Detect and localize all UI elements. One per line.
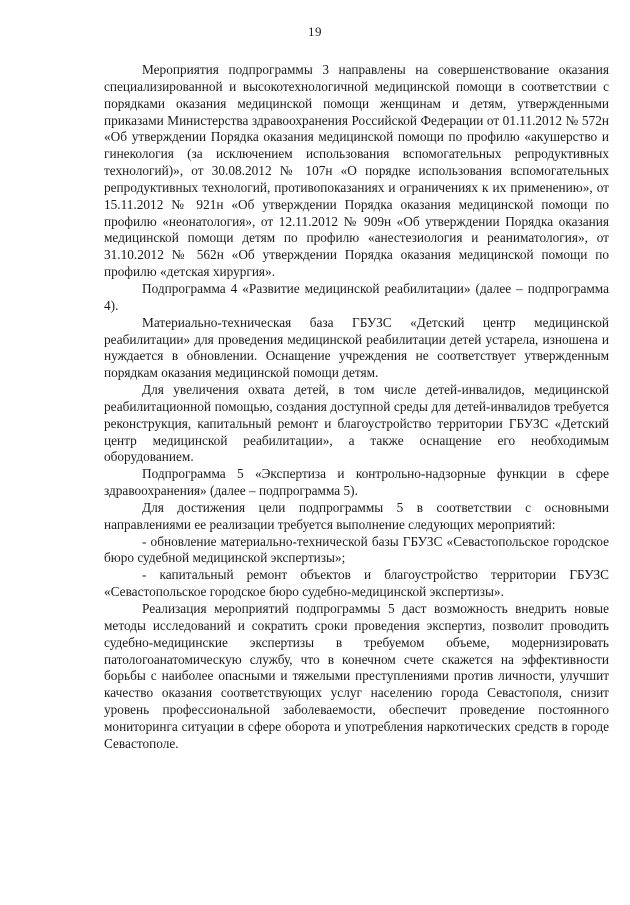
paragraph-rehab-center-base: Материально-техническая база ГБУЗС «Детский центр медицинской реабилитации» для проведения медицинской реабилитации детей устарела, изношена и нуждается в обновлении. Оснащение учреждения не соответствует утвержденным порядкам оказания медицинской помощи детям. — [104, 314, 609, 381]
paragraph-subprogram-5-goal: Для достижения цели подпрограммы 5 в соответствии с основными направлениями ее реализации требуется выполнение следующих мероприятий: — [104, 499, 609, 532]
page-number: 19 — [308, 24, 322, 39]
paragraph-children-coverage: Для увеличения охвата детей, в том числе детей-инвалидов, медицинской реабилитационной помощью, создания доступной среды для детей-инвалидов требуется реконструкция, капитальный ремонт и благоустройство территории ГБУЗС «Детский центр медицинской реабилитации», а также оснащение его необходимым оборудованием. — [104, 382, 609, 465]
document-body — [104, 62, 609, 753]
paragraph-subprogram-3-measures: Мероприятия подпрограммы 3 направлены на совершенствование оказания специализированной и высокотехнологичной медицинской помощи в соответствии с порядками оказания медицинской помощи женщинам и детям, утвержденными приказами Министерства здравоохранения Российской Федерации от 01.11.2012 № 572н «Об утверждении Порядка оказания медицинской помощи по профилю «акушерство и гинекология (за исключением использования вспомогательных репродуктивных технологий)», от 30.08.2012 № 107н «О порядке использования вспомогательных репродуктивных технологий, противопоказаниях и ограничениях к их применению», от 15.11.2012 № 921н «Об утверждении Порядка оказания медицинской помощи по профилю «неонатология», от 12.11.2012 № 909н «Об утверждении Порядка оказания медицинской помощи детям по профилю «анестезиология и реаниматология», от 31.10.2012 № 562н «Об утверждении Порядка оказания медицинской помощи по профилю «детская хирургия». — [104, 62, 609, 280]
paragraph-subprogram-5-results: Реализация мероприятий подпрограммы 5 даст возможность внедрить новые методы исследований и сократить сроки проведения экспертиз, позволит проводить судебно-медицинские экспертизы в требуемом объеме, модернизировать патологоанатомическую службу, что в конечном счете скажется на эффективности борьбы с наиболее опасными и тяжелыми преступлениями против личности, улучшит качество оказания соответствующих услуг населению города Севастополя, снизит уровень профессиональной заболеваемости, обеспечит проведение постоянного мониторинга ситуации в сфере оборота и употребления наркотических средств в городе Севастополе. — [104, 601, 609, 751]
list-item-update-base: - обновление материально-технической базы ГБУЗС «Севастопольское городское бюро судебной медицинской экспертизы»; — [104, 533, 609, 566]
paragraph-subprogram-5-title: Подпрограмма 5 «Экспертиза и контрольно-надзорные функции в сфере здравоохранения» (далее – подпрограмма 5). — [104, 466, 609, 499]
paragraph-subprogram-4-title: Подпрограмма 4 «Развитие медицинской реабилитации» (далее – подпрограмма 4). — [104, 280, 609, 313]
list-item-capital-repair: - капитальный ремонт объектов и благоустройство территории ГБУЗС «Севастопольское городское бюро судебно-медицинской экспертизы». — [104, 567, 609, 600]
